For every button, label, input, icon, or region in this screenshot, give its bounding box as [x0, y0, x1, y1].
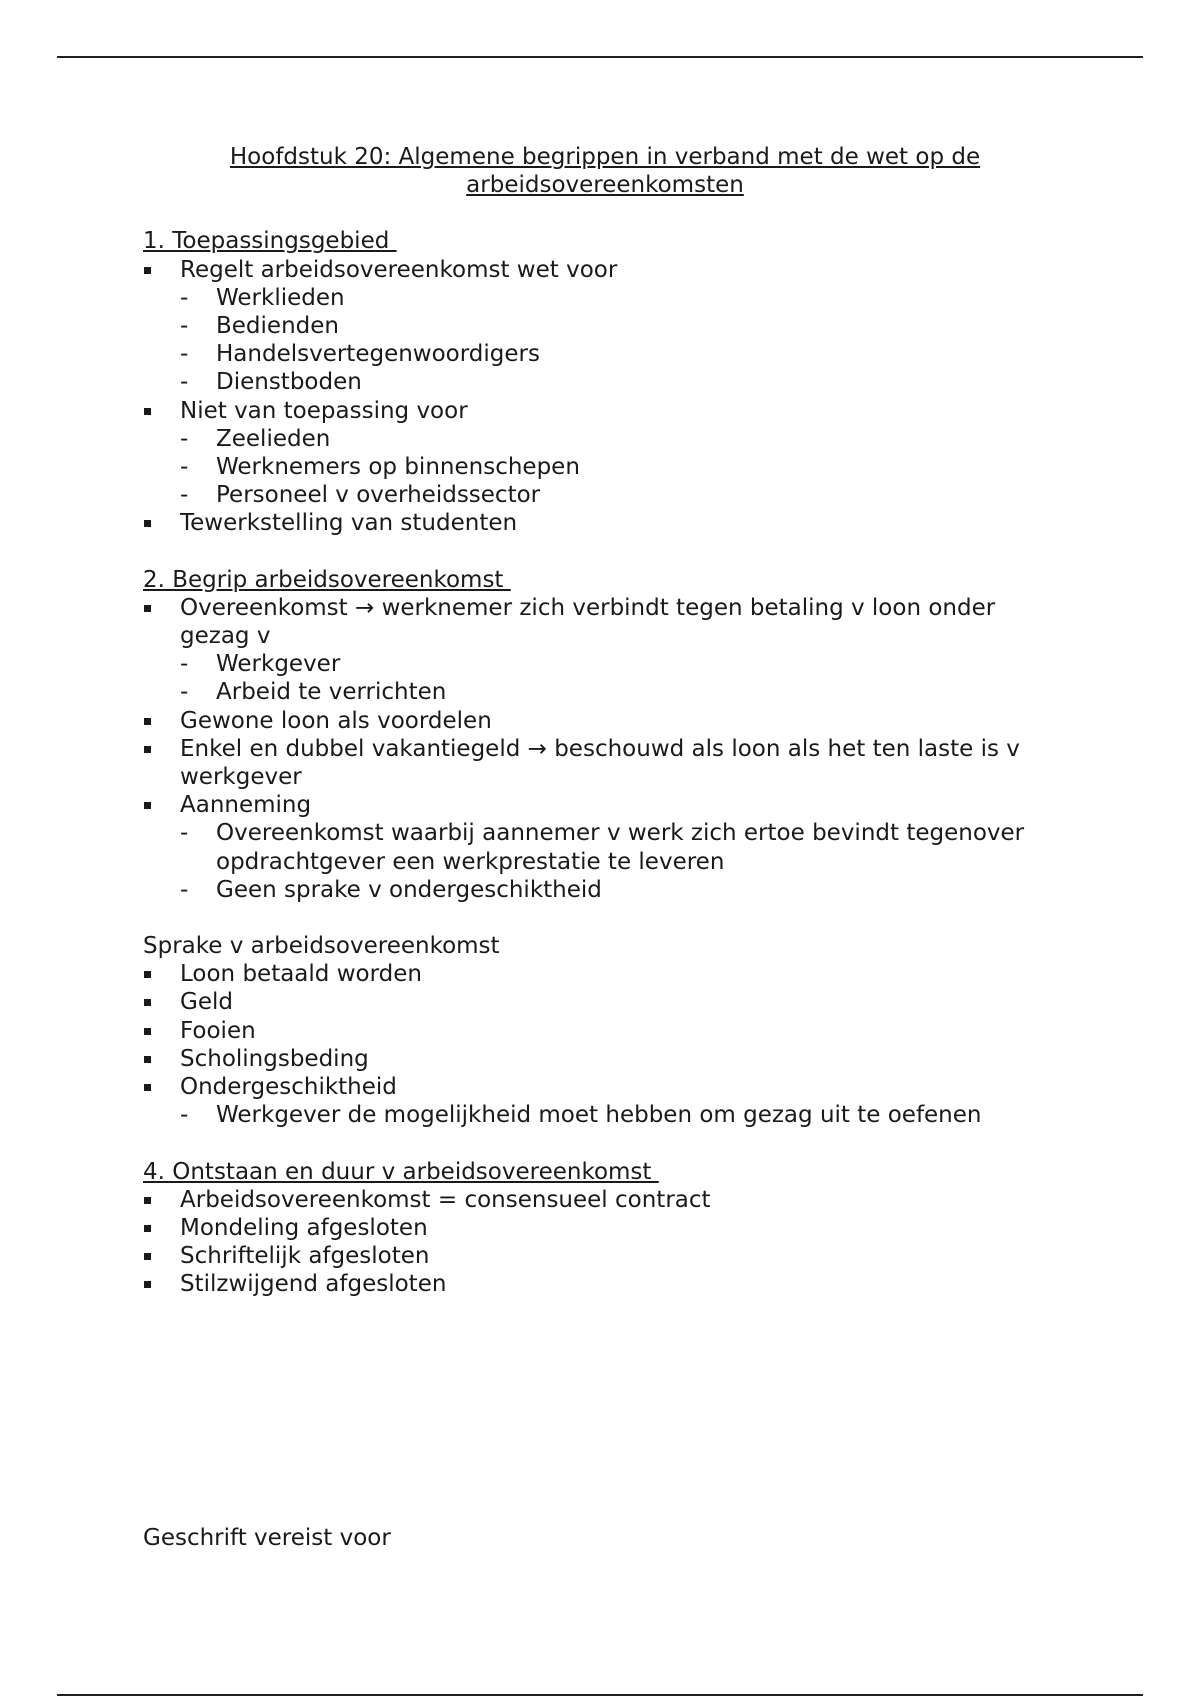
list-item-text: Enkel en dubbel vakantiegeld → beschouwd als loon als het ten laste is v werkgever	[180, 735, 1020, 791]
sub-list-item-text: Werklieden	[216, 284, 345, 311]
dash-bullet-icon: -	[180, 341, 189, 368]
square-bullet-icon	[144, 971, 151, 978]
sub-list-item	[180, 819, 1063, 875]
sub-list-item-text: Zeelieden	[216, 425, 331, 452]
square-bullet-icon	[144, 1253, 151, 1260]
sub-list-item-text: Werkgever	[216, 651, 341, 678]
section-begrip-arbeidsovereenkomst	[143, 566, 1063, 904]
dash-bullet-icon: -	[180, 820, 189, 847]
list-item-text: Tewerkstelling van studenten	[180, 510, 518, 537]
dash-bullet-icon: -	[180, 651, 189, 678]
list-item	[143, 594, 1063, 707]
dash-bullet-icon: -	[180, 425, 189, 452]
sub-list-item	[180, 284, 1063, 312]
sub-list-item-text: Personeel v overheidssector	[216, 482, 541, 509]
sub-list-item	[180, 340, 1063, 368]
square-bullet-icon	[144, 802, 151, 809]
bullet-list	[143, 960, 1063, 1129]
square-bullet-icon	[144, 267, 151, 274]
list-item-text: Loon betaald worden	[180, 961, 422, 988]
dash-bullet-icon: -	[180, 482, 189, 509]
list-item-text: Mondeling afgesloten	[180, 1214, 428, 1241]
list-item-text: Geld	[180, 989, 233, 1016]
dash-bullet-icon: -	[180, 313, 189, 340]
title-line-1: Hoofdstuk 20: Algemene begrippen in verband met de wet op de	[229, 144, 981, 170]
sub-list	[180, 1101, 1063, 1129]
sub-list-item-text: Arbeid te verrichten	[216, 679, 447, 706]
dash-bullet-icon: -	[180, 876, 189, 903]
sub-list-item	[180, 876, 1063, 904]
section-ontstaan-en-duur	[143, 1158, 1063, 1299]
dash-bullet-icon: -	[180, 679, 189, 706]
square-bullet-icon	[144, 605, 151, 612]
list-item	[143, 1270, 1063, 1298]
list-item	[143, 1214, 1063, 1242]
list-item	[143, 960, 1063, 988]
square-bullet-icon	[144, 1056, 151, 1063]
square-bullet-icon	[144, 999, 151, 1006]
section-toepassingsgebied	[143, 227, 1063, 537]
sub-list-item-text: Geen sprake v ondergeschiktheid	[216, 876, 602, 903]
list-item	[143, 1045, 1063, 1073]
top-horizontal-rule	[57, 56, 1143, 58]
sub-list-item	[180, 425, 1063, 453]
square-bullet-icon	[144, 746, 151, 753]
document-body	[143, 143, 1063, 1552]
square-bullet-icon	[144, 1197, 151, 1204]
list-item-text: Ondergeschiktheid	[180, 1074, 397, 1101]
list-item	[143, 256, 1063, 397]
bullet-list	[143, 594, 1063, 904]
square-bullet-icon	[144, 1028, 151, 1035]
list-item	[143, 509, 1063, 537]
sub-list	[180, 819, 1063, 904]
list-item-text: Niet van toepassing voor	[180, 397, 468, 424]
list-item-text: Schriftelijk afgesloten	[180, 1243, 430, 1270]
sub-list-item	[180, 678, 1063, 706]
list-item-text: Fooien	[180, 1017, 256, 1044]
dash-bullet-icon: -	[180, 1102, 189, 1129]
section-heading: 2. Begrip arbeidsovereenkomst	[143, 566, 511, 593]
sub-list-item-text: Dienstboden	[216, 369, 362, 396]
section-heading: 1. Toepassingsgebied	[143, 228, 397, 255]
sub-list-item	[180, 312, 1063, 340]
list-item-text: Overeenkomst → werknemer zich verbindt tegen betaling v loon onder gezag v	[180, 594, 996, 650]
square-bullet-icon	[144, 1225, 151, 1232]
list-item-text: Arbeidsovereenkomst = consensueel contract	[180, 1186, 711, 1213]
section-heading: 4. Ontstaan en duur v arbeidsovereenkomst	[143, 1158, 659, 1185]
list-item-text: Scholingsbeding	[180, 1045, 369, 1072]
dash-bullet-icon: -	[180, 454, 189, 481]
dash-bullet-icon: -	[180, 284, 189, 311]
square-bullet-icon	[144, 1281, 151, 1288]
sub-list	[180, 425, 1063, 510]
spacer	[143, 1299, 1063, 1524]
list-item	[143, 1017, 1063, 1045]
square-bullet-icon	[144, 520, 151, 527]
list-item	[143, 988, 1063, 1016]
list-item	[143, 707, 1063, 735]
list-item-text: Regelt arbeidsovereenkomst wet voor	[180, 256, 618, 283]
sub-list	[180, 284, 1063, 397]
section-geschrift-vereist	[143, 1524, 1063, 1552]
sub-list-item-text: Werknemers op binnenschepen	[216, 454, 580, 481]
list-item	[143, 397, 1063, 510]
list-item	[143, 1186, 1063, 1214]
section-heading: Geschrift vereist voor	[143, 1524, 391, 1551]
list-item	[143, 1242, 1063, 1270]
sub-list-item-text: Werkgever de mogelijkheid moet hebben om gezag uit te oefenen	[216, 1102, 982, 1129]
sub-list-item	[180, 650, 1063, 678]
section-heading: Sprake v arbeidsovereenkomst	[143, 933, 500, 960]
square-bullet-icon	[144, 1084, 151, 1091]
sub-list	[180, 650, 1063, 706]
spacer	[143, 904, 1063, 932]
list-item-text: Gewone loon als voordelen	[180, 707, 492, 734]
page-title	[143, 143, 1063, 199]
bottom-horizontal-rule	[57, 1694, 1143, 1696]
sub-list-item	[180, 453, 1063, 481]
spacer	[143, 1130, 1063, 1158]
list-item-text: Stilzwijgend afgesloten	[180, 1271, 447, 1298]
sub-list-item-text: Handelsvertegenwoordigers	[216, 341, 540, 368]
sub-list-item-text: Overeenkomst waarbij aannemer v werk zich ertoe bevindt tegenover opdrachtgever een werkprestatie te leveren	[216, 820, 1025, 875]
list-item-text: Aanneming	[180, 792, 312, 819]
list-item	[143, 791, 1063, 904]
sub-list-item	[180, 481, 1063, 509]
spacer	[143, 538, 1063, 566]
bullet-list	[143, 256, 1063, 538]
section-sprake-arbeidsovereenkomst	[143, 932, 1063, 1129]
list-item	[143, 1073, 1063, 1129]
sub-list-item-text: Bedienden	[216, 313, 339, 340]
title-line-2: arbeidsovereenkomsten	[466, 172, 744, 199]
square-bullet-icon	[144, 718, 151, 725]
dash-bullet-icon: -	[180, 369, 189, 396]
list-item	[143, 735, 1063, 791]
bullet-list	[143, 1186, 1063, 1299]
square-bullet-icon	[144, 408, 151, 415]
sub-list-item	[180, 368, 1063, 396]
sub-list-item	[180, 1101, 1063, 1129]
